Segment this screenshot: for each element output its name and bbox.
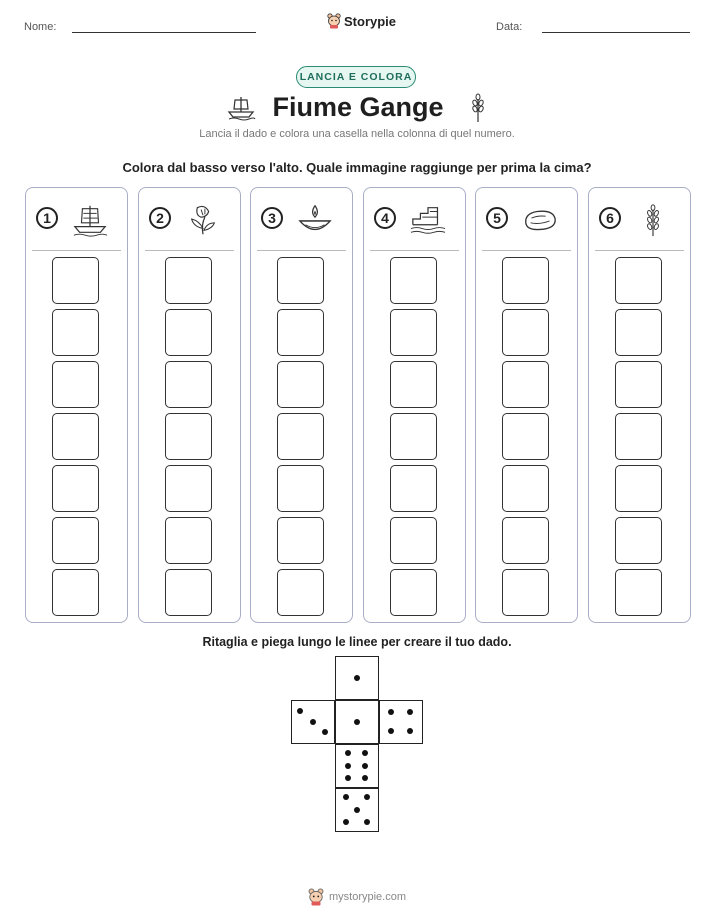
color-box[interactable] (502, 309, 549, 356)
color-box[interactable] (277, 413, 324, 460)
color-box[interactable] (390, 465, 437, 512)
die-pip (345, 763, 351, 769)
column-6 (588, 187, 691, 623)
die-face-1 (335, 700, 379, 744)
name-label: Nome: (24, 21, 57, 33)
color-box[interactable] (502, 361, 549, 408)
die-pip (354, 807, 360, 813)
color-box[interactable] (502, 517, 549, 564)
storypie-mascot-icon (327, 13, 341, 29)
column-number: 5 (486, 207, 508, 229)
color-box[interactable] (165, 257, 212, 304)
die-pip (407, 728, 413, 734)
page-title: Fiume Gange (272, 92, 444, 122)
die-face-3 (291, 700, 335, 744)
die-instruction: Ritaglia e piega lungo le linee per creare il tuo dado. (202, 635, 512, 649)
column-1 (25, 187, 128, 623)
die-pip (322, 729, 328, 735)
die-pip (343, 794, 349, 800)
color-box[interactable] (165, 309, 212, 356)
color-box[interactable] (52, 413, 99, 460)
date-label: Data: (496, 21, 523, 33)
die-pip (354, 675, 360, 681)
color-box[interactable] (165, 361, 212, 408)
lotus-flower-icon (183, 202, 223, 238)
column-5 (475, 187, 578, 623)
color-box[interactable] (615, 465, 662, 512)
die-pip (310, 719, 316, 725)
color-box[interactable] (277, 257, 324, 304)
column-divider (145, 250, 234, 251)
color-box[interactable] (615, 257, 662, 304)
die-pip (364, 819, 370, 825)
color-box[interactable] (165, 413, 212, 460)
color-box[interactable] (390, 361, 437, 408)
color-box[interactable] (390, 309, 437, 356)
ghat-steps-icon (408, 202, 448, 238)
die-pip (343, 819, 349, 825)
color-box[interactable] (52, 569, 99, 616)
color-box[interactable] (277, 361, 324, 408)
color-box[interactable] (277, 569, 324, 616)
color-box[interactable] (615, 517, 662, 564)
die-pip (407, 709, 413, 715)
column-2 (138, 187, 241, 623)
die-pip (354, 719, 360, 725)
color-box[interactable] (502, 413, 549, 460)
subtitle: Lancia il dado e colora una casella nella colonna di quel numero. (199, 128, 515, 140)
color-box[interactable] (165, 517, 212, 564)
column-divider (370, 250, 459, 251)
color-box[interactable] (277, 465, 324, 512)
column-3 (250, 187, 353, 623)
column-divider (482, 250, 571, 251)
column-number: 4 (374, 207, 396, 229)
wheat-icon (468, 93, 488, 123)
die-pip (362, 775, 368, 781)
brand-logo (327, 13, 396, 29)
color-box[interactable] (52, 257, 99, 304)
die-face-4 (379, 700, 423, 744)
die-pip (297, 708, 303, 714)
column-4 (363, 187, 466, 623)
die-face-6 (335, 744, 379, 788)
color-box[interactable] (502, 569, 549, 616)
activity-badge: LANCIA E COLORA (296, 66, 416, 88)
color-box[interactable] (390, 569, 437, 616)
date-line[interactable] (542, 32, 690, 33)
die-pip (362, 763, 368, 769)
brand-name: Storypie (344, 13, 397, 29)
diya-lamp-icon (295, 202, 335, 238)
die-pip (364, 794, 370, 800)
column-divider (32, 250, 121, 251)
column-number: 2 (149, 207, 171, 229)
die-face-5 (335, 788, 379, 832)
column-number: 1 (36, 207, 58, 229)
column-number: 3 (261, 207, 283, 229)
river-stone-icon (520, 202, 560, 238)
storypie-mascot-icon (308, 888, 324, 906)
footer (0, 888, 714, 906)
color-box[interactable] (390, 517, 437, 564)
die-pip (345, 775, 351, 781)
color-box[interactable] (502, 257, 549, 304)
color-box[interactable] (52, 517, 99, 564)
color-box[interactable] (390, 413, 437, 460)
boat-icon (70, 202, 110, 238)
color-box[interactable] (502, 465, 549, 512)
footer-url: mystorypie.com (328, 891, 407, 903)
color-box[interactable] (52, 309, 99, 356)
die-pip (345, 750, 351, 756)
color-box[interactable] (165, 465, 212, 512)
die-pip (388, 709, 394, 715)
instruction: Colora dal basso verso l'alto. Quale immagine raggiunge per prima la cima? (122, 160, 592, 175)
color-box[interactable] (165, 569, 212, 616)
color-box[interactable] (615, 309, 662, 356)
color-box[interactable] (277, 517, 324, 564)
color-box[interactable] (615, 413, 662, 460)
page-title-row (0, 92, 714, 123)
color-box[interactable] (52, 465, 99, 512)
column-number: 6 (599, 207, 621, 229)
color-box[interactable] (615, 361, 662, 408)
color-box[interactable] (277, 309, 324, 356)
die-pip (362, 750, 368, 756)
color-box[interactable] (615, 569, 662, 616)
name-line[interactable] (72, 32, 256, 33)
die-face-1 (335, 656, 379, 700)
color-box[interactable] (52, 361, 99, 408)
column-divider (257, 250, 346, 251)
die-pip (388, 728, 394, 734)
color-box[interactable] (390, 257, 437, 304)
wheat-icon (633, 202, 673, 238)
boat-icon (226, 95, 256, 121)
column-divider (595, 250, 684, 251)
